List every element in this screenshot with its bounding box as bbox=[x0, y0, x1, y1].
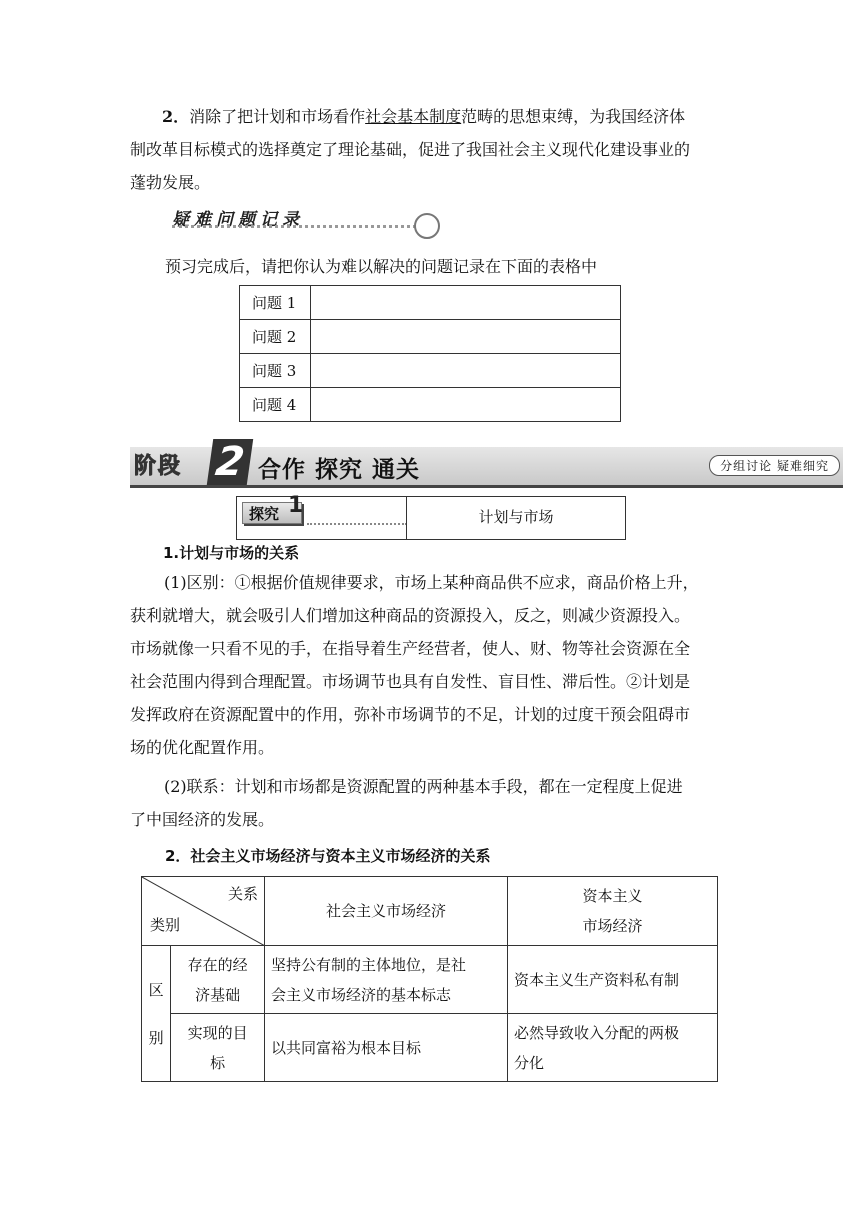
question-answer-cell[interactable] bbox=[311, 388, 621, 422]
explore-dots-divider bbox=[307, 523, 407, 525]
question-label: 问题 2 bbox=[240, 320, 311, 354]
intro-line-2: 制改革目标模式的选择奠定了理论基础，促进了我国社会主义现代化建设事业的 bbox=[130, 140, 691, 159]
question-answer-cell[interactable] bbox=[311, 354, 621, 388]
difficult-heading-text: 疑难问题记录 bbox=[172, 210, 304, 230]
stage-title: 合作 探究 通关 bbox=[258, 457, 421, 483]
heading-dots-divider bbox=[172, 225, 416, 228]
corner-top-label: 关系 bbox=[227, 885, 258, 903]
cell-line: 以共同富裕为根本目标 bbox=[271, 1038, 422, 1057]
group-label-cell bbox=[142, 946, 171, 1082]
table-row bbox=[240, 320, 621, 354]
intro-line-1 bbox=[130, 100, 730, 133]
difficult-heading bbox=[172, 205, 442, 237]
intro-text: 范畴的思想束缚，为我国经济体 bbox=[461, 107, 686, 126]
p2-line: 了中国经济的发展。 bbox=[130, 810, 275, 829]
table-row bbox=[240, 388, 621, 422]
row-label: 标 bbox=[210, 1053, 226, 1072]
question-label: 问题 4 bbox=[240, 388, 311, 422]
section1-paragraph-1 bbox=[130, 566, 730, 764]
cell-line: 会主义市场经济的基本标志 bbox=[271, 985, 452, 1004]
table-row bbox=[240, 354, 621, 388]
question-answer-cell[interactable] bbox=[311, 286, 621, 320]
explore-title: 计划与市场 bbox=[478, 508, 554, 526]
intro-text: 消除了把计划和市场看作 bbox=[189, 107, 366, 126]
col-header-line: 市场经济 bbox=[582, 917, 643, 935]
table-row bbox=[240, 286, 621, 320]
p2-line: (2)联系：计划和市场都是资源配置的两种基本手段，都在一定程度上促进 bbox=[164, 777, 683, 796]
p1-line: 场的优化配置作用。 bbox=[130, 738, 275, 757]
cell-line: 分化 bbox=[514, 1053, 545, 1072]
table-row bbox=[142, 946, 718, 1014]
row-label: 济基础 bbox=[195, 985, 241, 1004]
col-header-capitalist bbox=[508, 877, 718, 946]
group-label: 别 bbox=[148, 1028, 164, 1047]
stage-number: 2 bbox=[207, 439, 253, 485]
col-header-socialist: 社会主义市场经济 bbox=[265, 877, 508, 946]
stage-tag: 分组讨论 疑难细究 bbox=[709, 455, 840, 476]
p1-line: 社会范围内得到合理配置。市场调节也具有自发性、盲目性、滞后性。②计划是 bbox=[130, 672, 691, 691]
table-header-row bbox=[142, 877, 718, 946]
explore-box bbox=[236, 493, 626, 540]
explore-badge: 探究 bbox=[242, 502, 302, 524]
relation-table bbox=[141, 876, 718, 1082]
p1-line: 发挥政府在资源配置中的作用，弥补市场调节的不足，计划的过度干预会阻碍市 bbox=[130, 705, 691, 724]
question-label: 问题 3 bbox=[240, 354, 311, 388]
corner-header-cell bbox=[142, 877, 265, 946]
cell-line: 必然导致收入分配的两极 bbox=[514, 1023, 680, 1042]
socialist-cell bbox=[265, 946, 508, 1014]
underlined-term: 社会基本制度 bbox=[365, 107, 462, 126]
cell-line: 坚持公有制的主体地位，是社 bbox=[271, 955, 467, 974]
cell-line: 资本主义生产资料私有制 bbox=[514, 970, 680, 989]
section1-paragraph-2 bbox=[130, 770, 730, 836]
question-answer-cell[interactable] bbox=[311, 320, 621, 354]
row-label: 存在的经 bbox=[187, 955, 248, 974]
section2-heading: 2．社会主义市场经济与资本主义市场经济的关系 bbox=[165, 847, 491, 865]
row-label: 实现的目 bbox=[187, 1023, 248, 1042]
col-header-line: 资本主义 bbox=[582, 887, 643, 905]
stage-label: 阶段 bbox=[134, 454, 183, 479]
p1-line: (1)区别：①根据价值规律要求，市场上某种商品供不应求，商品价格上升， bbox=[164, 573, 699, 592]
group-label: 区 bbox=[148, 980, 164, 999]
section1-heading: 1.计划与市场的关系 bbox=[163, 544, 300, 562]
capitalist-cell bbox=[508, 1014, 718, 1082]
stage-banner bbox=[130, 439, 843, 488]
heading-circle-icon bbox=[414, 213, 440, 239]
question-table bbox=[239, 285, 621, 422]
explore-number: 1 bbox=[288, 493, 304, 518]
question-label: 问题 1 bbox=[240, 286, 311, 320]
capitalist-cell bbox=[508, 946, 718, 1014]
table-row bbox=[142, 1014, 718, 1082]
row-label-cell bbox=[171, 1014, 265, 1082]
socialist-cell bbox=[265, 1014, 508, 1082]
difficult-instruction: 预习完成后，请把你认为难以解决的问题记录在下面的表格中 bbox=[165, 257, 598, 276]
intro-paragraph bbox=[130, 100, 730, 199]
row-label-cell bbox=[171, 946, 265, 1014]
intro-line-3: 蓬勃发展。 bbox=[130, 173, 211, 192]
corner-bottom-label: 类别 bbox=[150, 916, 181, 934]
item-number: 2． bbox=[162, 107, 190, 126]
p1-line: 市场就像一只看不见的手，在指导着生产经营者，使人、财、物等社会资源在全 bbox=[130, 639, 691, 658]
p1-line: 获利就增大，就会吸引人们增加这种商品的资源投入，反之，则减少资源投入。 bbox=[130, 606, 691, 625]
